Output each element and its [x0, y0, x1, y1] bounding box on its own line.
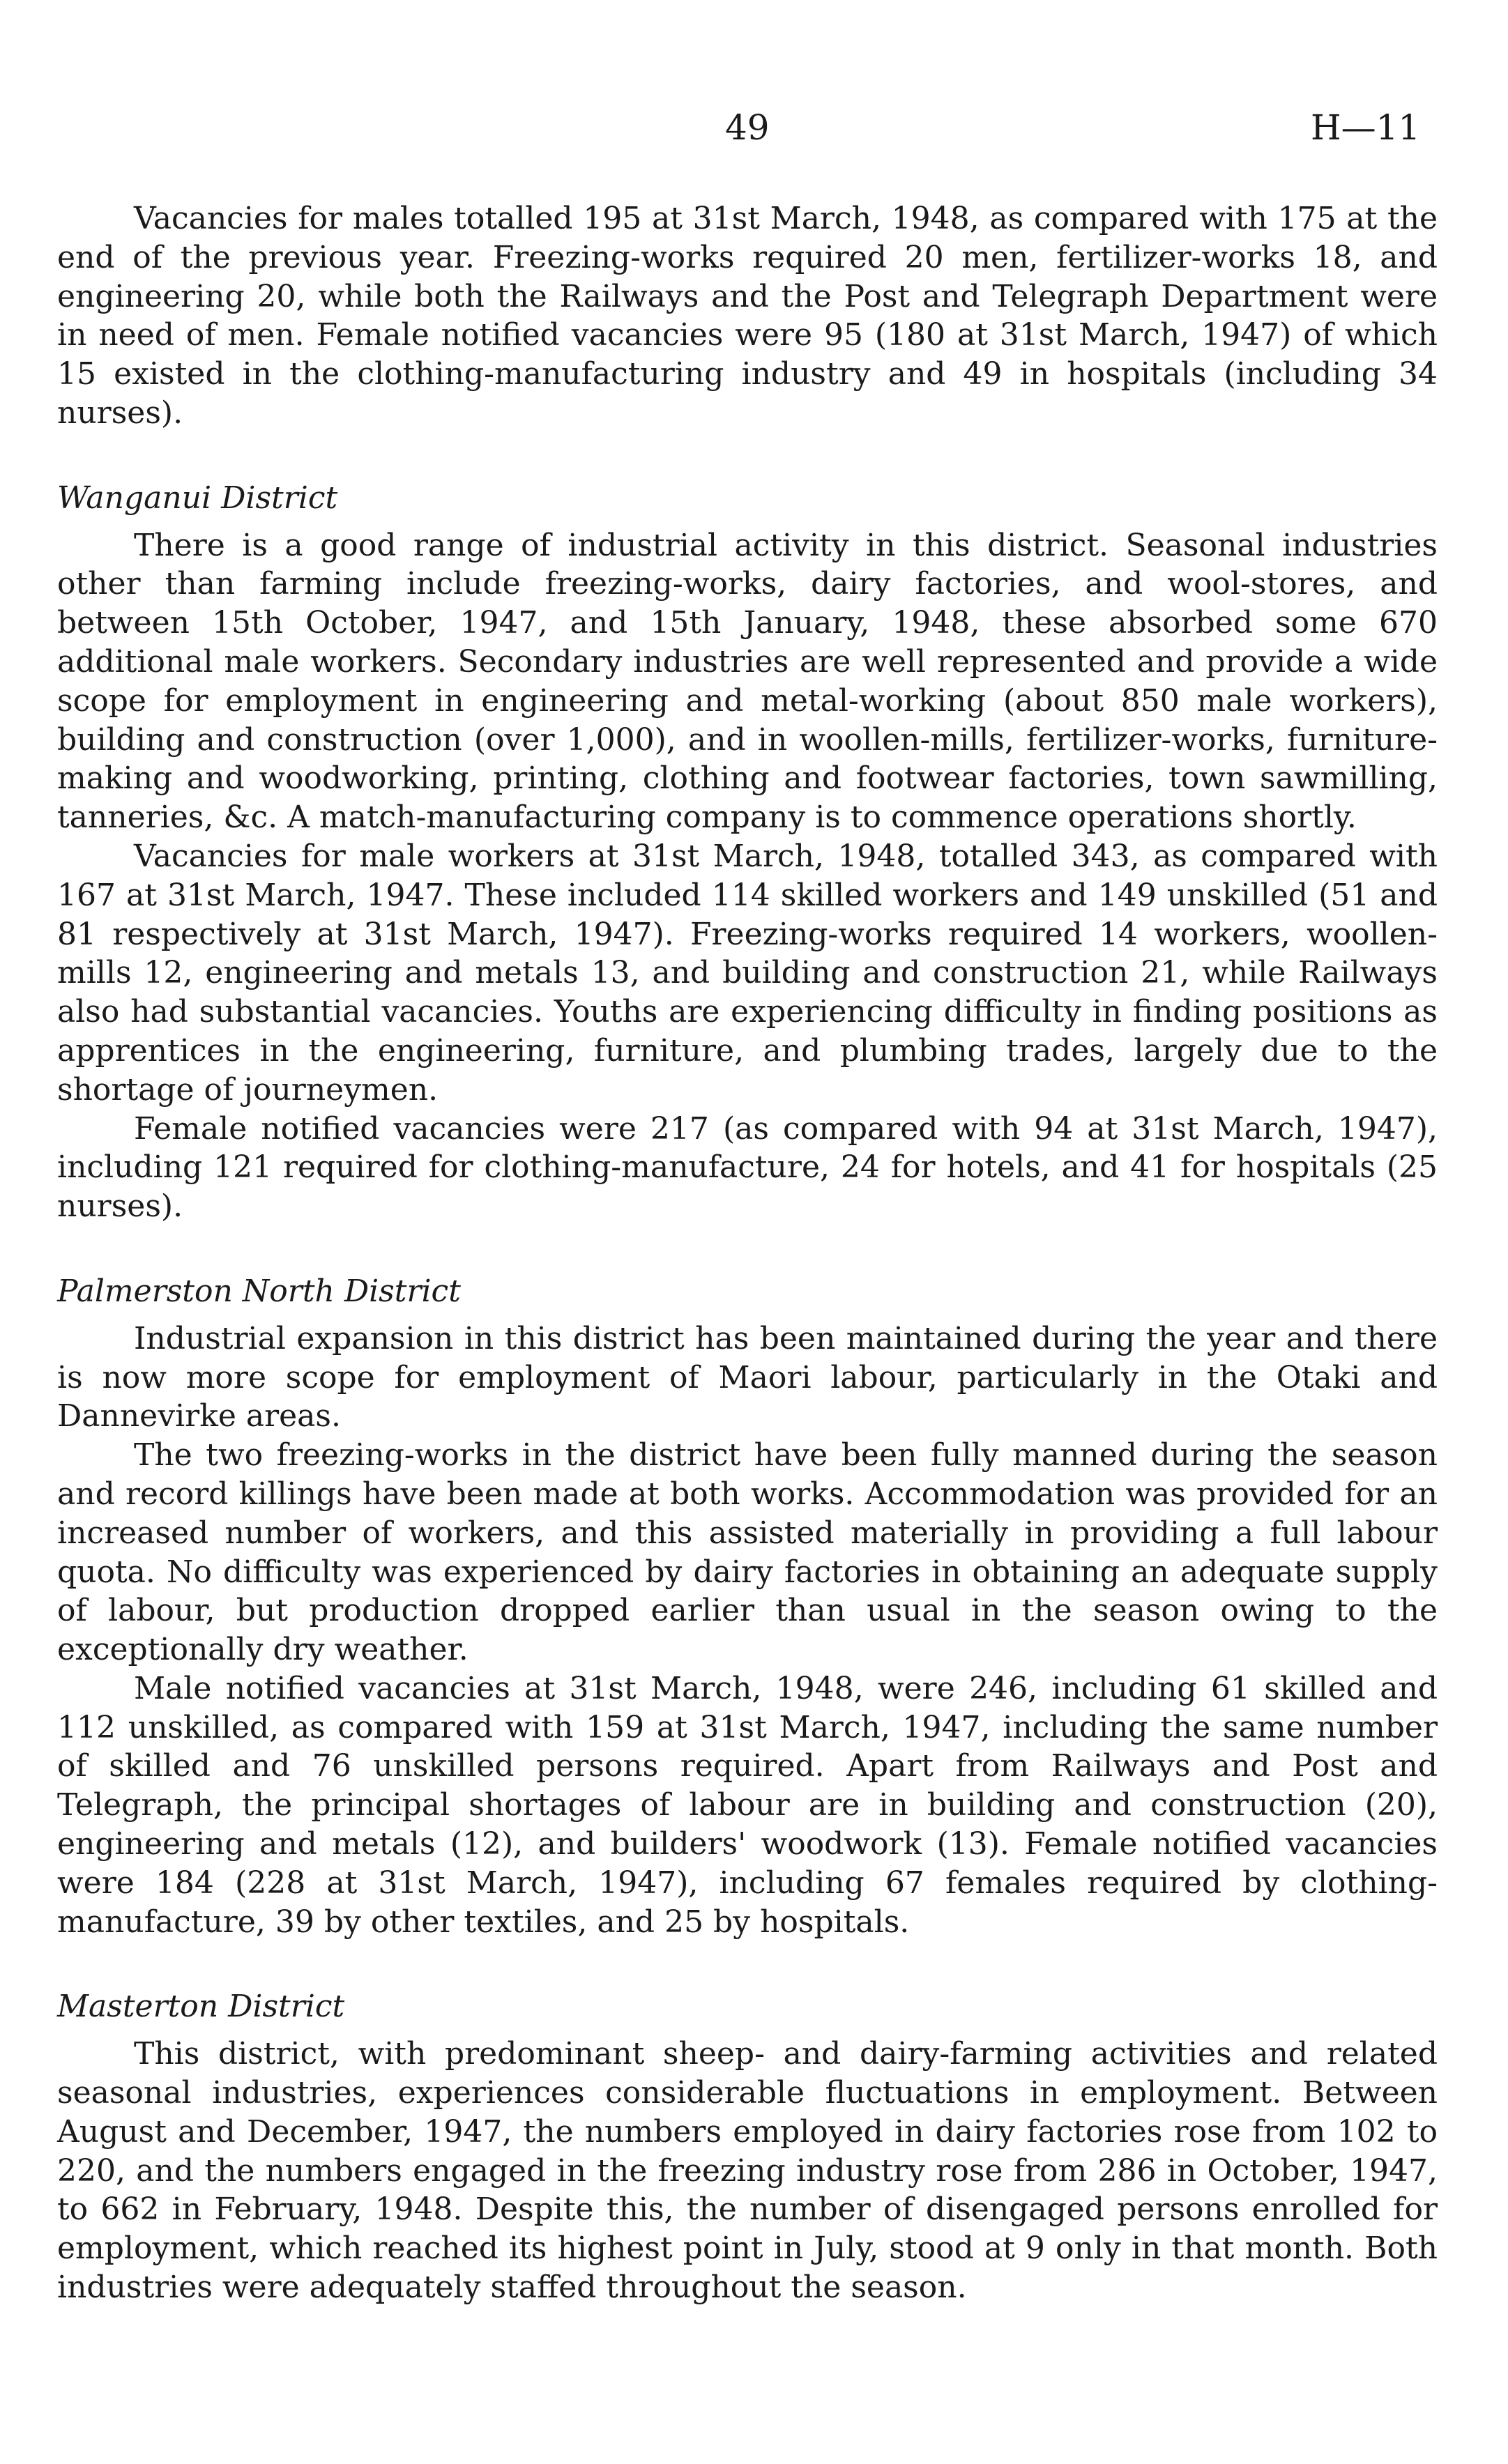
page-number: 49 — [725, 107, 770, 148]
palmerston-paragraph-3: Male notified vacancies at 31st March, 1948, were 246, including 61 skilled and 112 unskilled, as compared with 159 at 31st March, 1947, including the same number of skilled and 76 unskilled persons required. Apart from Railways and Post and Telegraph, the principal shortages of labour are in building and construction (20), engineering and metals (12), and builders' woodwork (13). Female notified vacancies were 184 (228 at 31st March, 1947), including 67 females required by clothing-manufacture, 39 by other textiles, and 25 by hospitals. — [57, 1670, 1438, 1940]
page-header — [0, 103, 1508, 152]
wanganui-paragraph-2: Vacancies for male workers at 31st March, 1948, totalled 343, as compared with 167 at 31st March, 1947. These included 114 skilled workers and 149 unskilled (51 and 81 respectively at 31st March, 1947). Freezing-works required 14 workers, woollen-mills 12, engineering and metals 13, and building and construction 21, while Railways also had substantial vacancies. Youths are experiencing difficulty in finding positions as apprentices in the engineering, furniture, and plumbing trades, largely due to the shortage of journeymen. — [57, 838, 1438, 1108]
wanganui-paragraph-1: There is a good range of industrial activity in this district. Seasonal industries other than farming include freezing-works, dairy factories, and wool-stores, and between 15th October, 1947, and 15th January, 1948, these absorbed some 670 additional male workers. Secondary industries are well represented and provide a wide scope for employment in engineering and metal-working (about 850 male workers), building and construction (over 1,000), and in woollen-mills, fertilizer-works, furniture-making and woodworking, printing, clothing and footwear factories, town sawmilling, tanneries, &c. A match-manufacturing company is to commence operations shortly. — [57, 527, 1438, 836]
section-title-wanganui: Wanganui District — [57, 480, 338, 516]
page-body — [57, 199, 1438, 2307]
section-title-masterton: Masterton District — [57, 1989, 345, 2025]
intro-paragraph: Vacancies for males totalled 195 at 31st March, 1948, as compared with 175 at the end of the previous year. Freezing-works required 20 men, fertilizer-works 18, and engineering 20, while both the Railways and the Post and Telegraph Department were in need of men. Female notified vacancies were 95 (180 at 31st March, 1947) of which 15 existed in the clothing-manufacturing industry and 49 in hospitals (including 34 nurses). — [57, 201, 1438, 431]
section-title-palmerston-north: Palmerston North District — [57, 1273, 461, 1309]
masterton-paragraph-1: This district, with predominant sheep- and dairy-farming activities and related seasonal industries, experiences considerable fluctuations in employment. Between August and December, 1947, the numbers employed in dairy factories rose from 102 to 220, and the numbers engaged in the freezing industry rose from 286 in October, 1947, to 662 in February, 1948. Despite this, the number of disengaged persons enrolled for employment, which reached its highest point in July, stood at 9 only in that month. Both industries were adequately staffed throughout the season. — [57, 2036, 1438, 2306]
wanganui-paragraph-3: Female notified vacancies were 217 (as compared with 94 at 31st March, 1947), including 121 required for clothing-manufacture, 24 for hotels, and 41 for hospitals (25 nurses). — [57, 1110, 1438, 1225]
palmerston-paragraph-1: Industrial expansion in this district has been maintained during the year and there is now more scope for employment of Maori labour, particularly in the Otaki and Dannevirke areas. — [57, 1320, 1438, 1434]
document-code: H—11 — [1311, 107, 1421, 148]
palmerston-paragraph-2: The two freezing-works in the district have been fully manned during the season and record killings have been made at both works. Accommodation was provided for an increased number of workers, and this assisted materially in providing a full labour quota. No difficulty was experienced by dairy factories in obtaining an adequate supply of labour, but production dropped earlier than usual in the season owing to the exceptionally dry weather. — [57, 1437, 1438, 1668]
